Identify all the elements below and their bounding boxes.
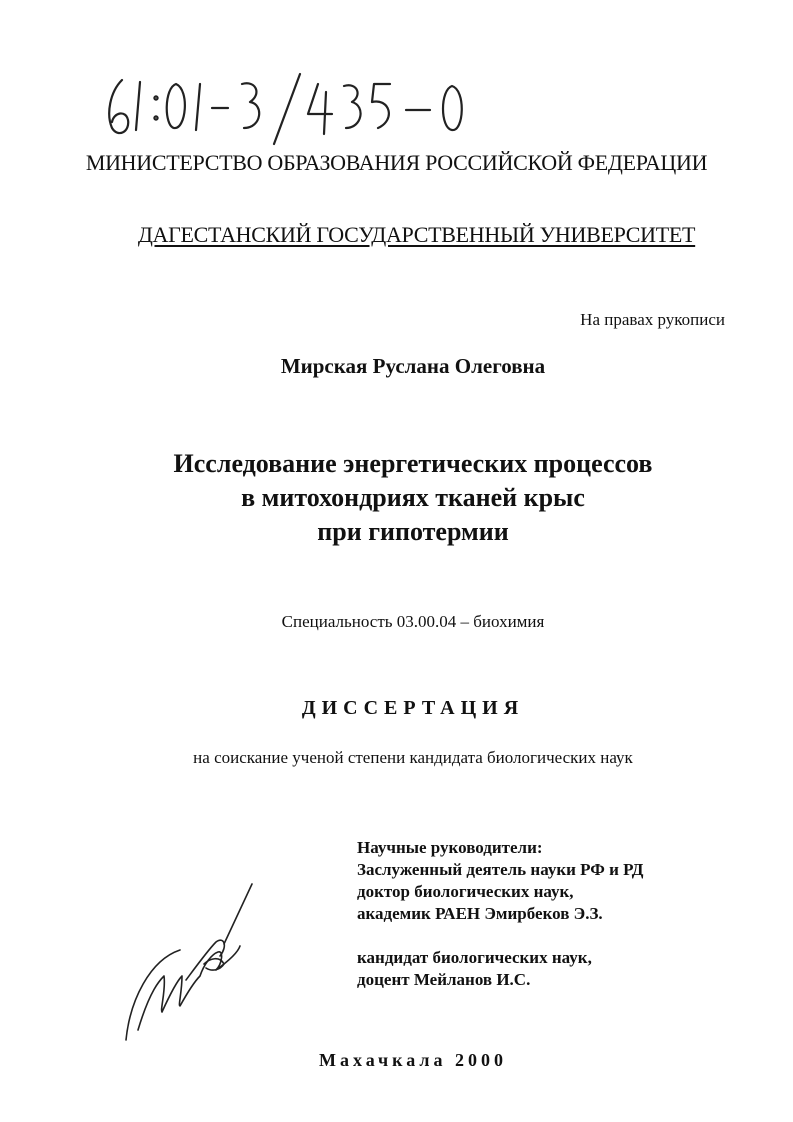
specialty-line: Специальность 03.00.04 – биохимия (281, 612, 545, 631)
title-line: Исследование энергетических процессов (173, 449, 653, 478)
manuscript-note: На правах рукописи (580, 310, 725, 329)
supervisor-line: доктор биологических наук, (357, 882, 574, 901)
document-type-heading: ДИССЕРТАЦИЯ (301, 697, 525, 719)
title-line: при гипотермии (317, 517, 509, 546)
city-year: Махачкала 2000 (318, 1050, 508, 1070)
supervisors-heading: Научные руководители: (357, 838, 543, 857)
university-heading: ДАГЕСТАНСКИЙ ГОСУДАРСТВЕННЫЙ УНИВЕРСИТЕТ (137, 222, 696, 247)
dissertation-title (0, 447, 793, 549)
supervisor-line: Заслуженный деятель науки РФ и РД (357, 860, 644, 879)
supervisor-spacer (357, 925, 643, 947)
ministry-heading: МИНИСТЕРСТВО ОБРАЗОВАНИЯ РОССИЙСКОЙ ФЕДЕРАЦИИ (85, 150, 708, 175)
handwritten-archive-code (100, 70, 480, 150)
author-name: Мирская Руслана Олеговна (280, 354, 546, 378)
supervisors-block (357, 837, 643, 991)
title-line: в митохондриях тканей крыс (241, 483, 585, 512)
supervisor-line: кандидат биологических наук, (357, 948, 592, 967)
supervisor-line: доцент Мейланов И.С. (357, 970, 531, 989)
supervisor-line: академик РАЕН Эмирбеков Э.З. (357, 904, 603, 923)
handwritten-signature (120, 880, 260, 1050)
degree-line: на соискание ученой степени кандидата биологических наук (193, 748, 633, 767)
